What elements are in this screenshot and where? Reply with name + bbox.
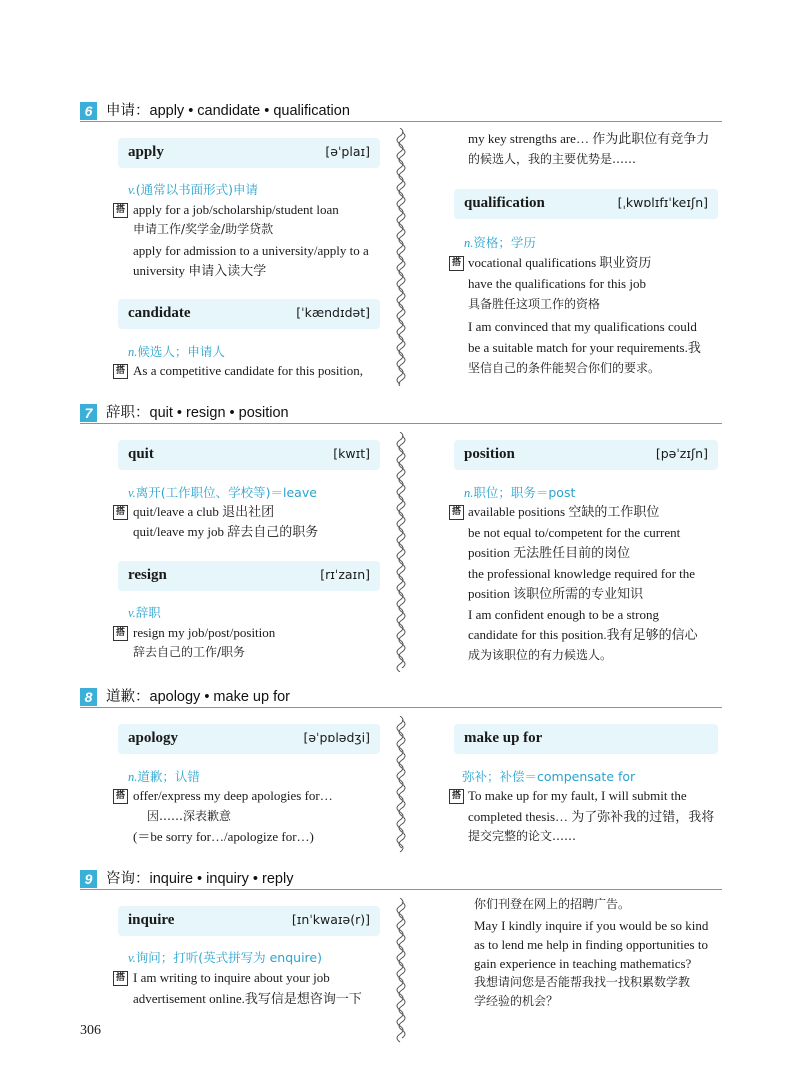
phonetic: [kwɪt] bbox=[333, 446, 370, 461]
example-line: 因……深表歉意 bbox=[147, 809, 232, 823]
headword: inquire bbox=[128, 912, 175, 928]
example-line: To make up for my fault, I will submit the bbox=[468, 788, 687, 803]
example-line: I am convinced that my qualifications could bbox=[468, 319, 697, 334]
part-of-speech: n.候选人；申请人 bbox=[128, 344, 225, 359]
section-header-8 bbox=[80, 687, 722, 708]
entry-card-make-up-for bbox=[454, 724, 718, 754]
section-number: 9 bbox=[80, 870, 97, 888]
example-line: 坚信自己的条件能契合你们的要求。 bbox=[468, 361, 661, 375]
column-divider bbox=[396, 716, 408, 856]
example-line: 申请工作/奖学金/助学贷款 bbox=[133, 222, 274, 236]
example-line: resign my job/post/position bbox=[133, 625, 276, 640]
example-line: offer/express my deep apologies for… bbox=[133, 788, 333, 803]
example-line: May I kindly inquire if you would be so kind bbox=[474, 918, 709, 933]
collocation-mark: 搭 bbox=[113, 203, 128, 218]
collocation-mark: 搭 bbox=[449, 789, 464, 804]
part-of-speech: n.道歉；认错 bbox=[128, 769, 200, 784]
example-line: 我想请问您是否能帮我找一找积累数学教 bbox=[474, 975, 691, 989]
headword: quit bbox=[128, 446, 154, 462]
headword: candidate bbox=[128, 305, 191, 321]
example-line: apply for admission to a university/apply to a bbox=[133, 243, 369, 258]
page-number: 306 bbox=[80, 1023, 101, 1038]
phonetic: [əˈpɒlədʒi] bbox=[303, 730, 370, 745]
section-header-6 bbox=[80, 101, 722, 122]
example-line: gain experience in teaching mathematics? bbox=[474, 956, 692, 971]
example-line: as to lend me help in finding opportunities to bbox=[474, 937, 708, 952]
example-line: 具备胜任这项工作的资格 bbox=[468, 297, 601, 311]
entry-card-apology bbox=[118, 724, 380, 754]
phonetic: [rɪˈzaɪn] bbox=[320, 567, 370, 582]
phonetic: [ˈkændɪdət] bbox=[296, 305, 370, 320]
part-of-speech: n.资格；学历 bbox=[464, 235, 536, 250]
example-line: university 申请入读大学 bbox=[133, 263, 267, 278]
column-divider bbox=[396, 128, 408, 386]
column-divider bbox=[396, 432, 408, 672]
section-title: 咨询：inquire • inquiry • reply bbox=[106, 871, 294, 887]
example-line: vocational qualifications 职业资历 bbox=[468, 255, 652, 270]
entry-card-apply bbox=[118, 138, 380, 168]
example-line: the professional knowledge required for the bbox=[468, 566, 696, 581]
part-of-speech: 弥补；补偿＝compensate for bbox=[462, 769, 636, 784]
example-line: 提交完整的论文…… bbox=[468, 829, 577, 843]
collocation-mark: 搭 bbox=[449, 256, 464, 271]
collocation-mark: 搭 bbox=[113, 505, 128, 520]
example-line: completed thesis… 为了弥补我的过错，我将 bbox=[468, 809, 715, 824]
example-line: As a competitive candidate for this position, bbox=[133, 363, 363, 378]
collocation-mark: 搭 bbox=[113, 789, 128, 804]
headword: resign bbox=[128, 567, 167, 583]
example-line: 辞去自己的工作/职务 bbox=[133, 645, 246, 659]
section-number: 6 bbox=[80, 102, 97, 120]
part-of-speech: v.辞职 bbox=[128, 605, 161, 620]
part-of-speech: v.(通常以书面形式)申请 bbox=[128, 182, 259, 197]
section-number: 7 bbox=[80, 404, 97, 422]
example-line: available positions 空缺的工作职位 bbox=[468, 504, 660, 519]
section-title: 辞职：quit • resign • position bbox=[106, 405, 289, 421]
headword: apology bbox=[128, 730, 179, 746]
example-line: 成为该职位的有力候选人。 bbox=[468, 648, 613, 662]
headword: position bbox=[464, 446, 515, 462]
example-line: position 该职位所需的专业知识 bbox=[468, 586, 644, 601]
example-line: position 无法胜任目前的岗位 bbox=[468, 545, 631, 560]
entry-card-qualification bbox=[454, 189, 718, 219]
part-of-speech: v.离开(工作职位、学校等)＝leave bbox=[128, 485, 317, 500]
section-number: 8 bbox=[80, 688, 97, 706]
example-line: I am writing to inquire about your job bbox=[133, 970, 330, 985]
example-line: be a suitable match for your requirements.我 bbox=[468, 340, 701, 355]
collocation-mark: 搭 bbox=[449, 505, 464, 520]
example-line: have the qualifications for this job bbox=[468, 276, 646, 291]
entry-card-candidate bbox=[118, 299, 380, 329]
example-line: my key strengths are… 作为此职位有竞争力 bbox=[468, 131, 710, 146]
headword: make up for bbox=[464, 730, 543, 746]
example-line: candidate for this position.我有足够的信心 bbox=[468, 627, 698, 642]
section-header-7 bbox=[80, 403, 722, 424]
phonetic: [pəˈzɪʃn] bbox=[655, 446, 708, 461]
example-line: I am confident enough to be a strong bbox=[468, 607, 659, 622]
headword: qualification bbox=[464, 195, 545, 211]
phonetic: [əˈplaɪ] bbox=[325, 144, 370, 159]
column-divider bbox=[396, 898, 408, 1048]
example-line: 的候选人，我的主要优势是…… bbox=[468, 152, 637, 166]
part-of-speech: v.询问；打听(英式拼写为 enquire) bbox=[128, 950, 322, 965]
entry-card-quit bbox=[118, 440, 380, 470]
headword: apply bbox=[128, 144, 164, 160]
collocation-mark: 搭 bbox=[113, 626, 128, 641]
section-title: 申请：apply • candidate • qualification bbox=[106, 103, 350, 119]
example-line: quit/leave my job 辞去自己的职务 bbox=[133, 524, 319, 539]
entry-card-position bbox=[454, 440, 718, 470]
example-line: quit/leave a club 退出社团 bbox=[133, 504, 275, 519]
phonetic: [ɪnˈkwaɪə(r)] bbox=[291, 912, 370, 927]
section-header-9 bbox=[80, 869, 722, 890]
entry-card-inquire bbox=[118, 906, 380, 936]
phonetic: [ˌkwɒlɪfɪˈkeɪʃn] bbox=[617, 195, 708, 210]
part-of-speech: n.职位；职务＝post bbox=[464, 485, 576, 500]
example-line: advertisement online.我写信是想咨询一下 bbox=[133, 991, 362, 1006]
collocation-mark: 搭 bbox=[113, 364, 128, 379]
example-line: (＝be sorry for…/apologize for…) bbox=[133, 829, 314, 844]
example-line: 学经验的机会？ bbox=[474, 994, 559, 1008]
collocation-mark: 搭 bbox=[113, 971, 128, 986]
entry-card-resign bbox=[118, 561, 380, 591]
example-line: apply for a job/scholarship/student loan bbox=[133, 202, 339, 217]
example-line: be not equal to/competent for the current bbox=[468, 525, 681, 540]
example-line: 你们刊登在网上的招聘广告。 bbox=[474, 897, 631, 911]
section-title: 道歉：apology • make up for bbox=[106, 689, 290, 705]
